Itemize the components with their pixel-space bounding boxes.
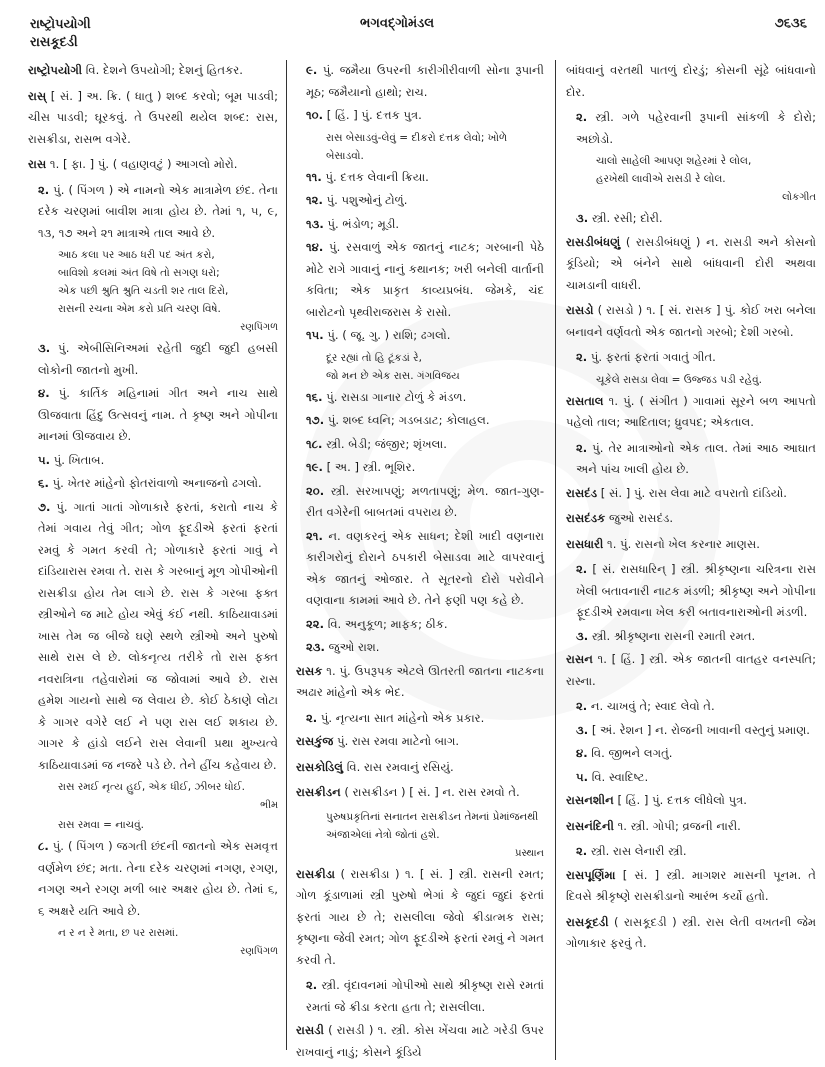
column-2 — [296, 60, 544, 1067]
sense — [566, 767, 816, 789]
definition: ( રાસક્રીડા ) ૧. [ સં. ] સ્ત્રી. રાસની રમત; ગોળ કૂંડાળામાં સ્ત્રી પુરુષો ભેગાં કે જુદાં જુદાં ફરતાં ફરતાં ગાય છે તે; રાસલીલા જેવો ક્રીડાત્મક રાસ; કૃષ્ણના જેવી રમત; ગોળ ફૂદડીએ ફરતાં રમવું ને ગમત કરવી તે. — [296, 866, 544, 967]
quotation — [28, 924, 278, 942]
sense — [28, 180, 278, 245]
quotation-line: ન ર ન રે મતા, છ પર રાસમાં. — [58, 927, 179, 939]
definition: પું. રસવાળું એક જાતનું નાટક; ગરબાની પેઠે મોટે રાગે ગાવાનું નાનું કથાનક; ખરી બનેલી વાર્તાની કવિતા; એક પ્રાકૃત કાવ્યપ્રબંધ. જેમકે, ચંદ બારોટનો પૃથ્વીરાજરાસ કે રાસો. — [306, 240, 544, 319]
sense — [296, 190, 544, 212]
sense — [566, 720, 816, 742]
definition: પું. જમૈયા ઉપરની કારીગીરીવાળી સોના રૂપાની મૂઠ; જમૈયાનો હાથો; રાચ. — [306, 63, 544, 99]
sense-number: ૪. — [38, 386, 50, 400]
dictionary-entry — [296, 757, 544, 779]
headword: રાસકૂદડી — [566, 914, 609, 929]
sense-number: ૧૨. — [306, 193, 323, 207]
sense — [296, 708, 544, 730]
definition: [ સં. ] સ્ત્રી. માગશર માસની પૂનમ. તે દિવસે શ્રીકૃષ્ણે રાસક્રીડાનો આરંભ કર્યો હતો. — [566, 867, 816, 903]
definition: ન. વણકરનું એક સાધન; દેશી ખાદી વણનારા કારીગરોનું દોરાને ઠપકારી બેસાડવા માટે વાપરવાનું એક જાતનું ઓજાર. તે સૂતરનો દોરો પરોવીને વણવાના કામમાં આવે છે. તેને ફણી પણ કહે છે. — [306, 528, 544, 607]
sense — [296, 481, 544, 524]
guide-word-first: રાષ્ટ્રોપયોગી — [30, 17, 91, 32]
page-header — [0, 16, 825, 60]
definition: સ્ત્રી. વૃંદાવનમાં ગોપીઓ સાથે શ્રીકૃષ્ણ રાસે રમતાં રમતાં જે ક્રીડા કરતા હતા તે; રાસલીલા. — [306, 978, 544, 1014]
dictionary-entry — [296, 1020, 544, 1063]
sense-number: ૨૦. — [306, 483, 325, 498]
column-divider — [555, 60, 556, 1060]
sense — [296, 457, 544, 479]
sense-number: ૩. — [576, 722, 589, 737]
sense — [566, 559, 816, 624]
sense-number: ૫. — [38, 452, 51, 467]
dictionary-entry — [566, 391, 816, 434]
definition: જુઓ રાસદંડ. — [605, 511, 674, 525]
quotation-line: દૂર રહ્યાં તો હિ ટૂંકડાં રે, — [326, 351, 422, 364]
sense-number: ૨. — [576, 844, 588, 858]
definition: જુઓ રાશ. — [324, 640, 380, 654]
quotation-source: પ્રસ્થાન — [514, 847, 544, 859]
sense-number: ૨. — [576, 110, 588, 124]
headword: રાસક — [296, 663, 323, 678]
book-title: ભગવદ્ગોમંડલ — [360, 16, 435, 31]
sense-number: ૩. — [38, 341, 51, 355]
definition: ૧. પું. રાસનો ખેલ કરનાર માણસ. — [603, 536, 760, 551]
quotation — [296, 808, 544, 844]
dictionary-columns — [28, 60, 818, 1060]
sense — [566, 107, 816, 150]
sense — [566, 743, 816, 765]
sense-number: ૧૭. — [306, 413, 325, 427]
dictionary-entry — [296, 782, 544, 804]
quotation-line: રાસની રચના એમ કરો પ્રતિ ચરણ વિષે. — [58, 303, 221, 315]
headword: રાષ્ટ્રોપયોગી — [28, 63, 83, 77]
definition: વિ. દેશને ઉપયોગી; દેશનું હિતકર. — [82, 63, 243, 77]
definition: ( રાસડીબંધણું ) ન. રાસડી અને કોસનો કૂંડિયો; એ બંનેને સાથે બાંધવાની દોરી અથવા ચામડાની વાધરી. — [566, 234, 816, 292]
dictionary-entry — [566, 508, 816, 530]
definition: [ હિં. ] પું. દત્તક પુત્ર. — [323, 108, 422, 122]
dictionary-entry — [296, 661, 544, 704]
sense-number: ૬. — [38, 476, 49, 490]
definition: ૧. પું. ( સંગીત ) ગાવામાં સૂરને બળ આપતો પહેલો તાલ; આદિતાલ; ધ્રુવપદ; એકતાલ. — [566, 393, 816, 429]
quotation-line: આઠ કલા પર આઠ ધરી પદ અંત કરો, — [58, 249, 215, 261]
sense-number: ૩. — [576, 211, 589, 225]
quotation — [296, 349, 544, 385]
dictionary-entry — [566, 865, 816, 908]
sense — [296, 105, 544, 127]
dictionary-entry — [566, 790, 816, 812]
headword: રાસદંડ — [566, 485, 598, 500]
definition: ( રાસડી ) ૧. સ્ત્રી. કોસ ખેંચવા માટે ગરેડી ઉપર રાખવાનું નાડું; કોસને કૂંડિયે — [296, 1023, 544, 1059]
sense-number: ૨. — [576, 562, 588, 576]
definition: પું. તેર માત્રાઓનો એક તાલ. તેમાં આઠ આઘાત અને પાંચ ખાલી હોય છે. — [576, 440, 816, 476]
headword: રાસડો — [566, 303, 594, 317]
column-1 — [28, 60, 278, 962]
sense-number: ૧૧. — [306, 169, 322, 184]
definition: પું. ખેતર માંહેનો ફોતરાંવાળો અનાજનો ઢગલો. — [48, 476, 262, 490]
headword: રાસધારી — [566, 536, 604, 551]
dictionary-entry — [566, 912, 816, 955]
quotation — [566, 371, 816, 389]
quotation-line: રાસ બેસાડવું-લેવું = દીકરો દત્તક લેવો; ખોળે બેસાડવો. — [326, 131, 508, 162]
definition: સ્ત્રી. સરખાપણું; મળતાપણું; મેળ. જાત-ગુણ-રીત વગેરેની બાબતમાં વપરાય છે. — [306, 483, 544, 519]
sense-number: ૧૯. — [306, 460, 323, 474]
sense-number: ૨૧. — [306, 528, 323, 543]
headword: રાસક્રીડન — [296, 785, 341, 799]
dictionary-entry — [566, 300, 816, 343]
headword: રાસડી — [296, 1023, 324, 1037]
definition: વિ. સ્વાદિષ્ટ. — [588, 769, 649, 784]
sense-number: ૧૪. — [306, 240, 324, 254]
sense-number: ૧૫. — [306, 328, 324, 342]
definition: ( રાસકૂદડી ) સ્ત્રી. રાસ લેતી વખતની જેમ ગોળાકાર ફરવું તે. — [566, 914, 816, 950]
headword: રાસનંદિની — [566, 818, 614, 833]
definition: સ્ત્રી. શ્રીકૃષ્ણના રાસની રમાતી રમત. — [588, 628, 756, 643]
dictionary-entry — [566, 816, 816, 838]
headword: રાસ્ — [28, 88, 47, 103]
definition: પું. પશુઓનું ટોળું. — [322, 193, 408, 207]
definition: પું. રાસડા ગાનાર ટોળું કે મંડળ. — [322, 389, 467, 404]
sense — [296, 975, 544, 1018]
quotation-line: હરખેથી લાવીએ રાસડી રે લોલ. — [596, 173, 726, 185]
dictionary-entry — [28, 60, 278, 82]
definition: ન. ચાખવું તે; સ્વાદ લેવો તે. — [587, 699, 715, 713]
sense-number: ૧૦. — [306, 108, 324, 122]
definition: ૧. [ ફા. ] પું. ( વહાણવટું ) આગલો મોરો. — [46, 157, 238, 171]
headword: રાસદંડક — [566, 511, 606, 525]
dictionary-entry — [296, 864, 544, 972]
column-3 — [566, 60, 816, 959]
sense — [296, 614, 544, 636]
sense — [28, 497, 278, 777]
definition: વિ. રાસ રમવાનું રસિયું. — [343, 759, 454, 774]
definition: પું. ગાતાં ગાતાં ગોળાકારે ફરતાં, કરાતો નાચ કે તેમાં ગવાય તેવું ગીત; ગોળ ફૂદડીએ ફરતાં ફરતાં રમવું કે ગમત કરવી તે; ગોળાકારે ફરતાં ગાવું ને દાંડિયારાસ રમવા તે. રાસ કે ગરબાનું મૂળ ગોપીઓની રાસક્રીડા હોય તેમ લાગે છે. રાસ કે ગરબા ફક્ત સ્ત્રીઓને જ માટે હોય એવું કંઈ નથી. કાઠિયાવાડમાં ખાસ તેમ જ બીજે ઘણે સ્થળે સ્ત્રીઓ અને પુરુષો સાથે રાસ લે છે. લોકનૃત્ય તરીકે તો રાસ ફક્ત નવરાત્રિના તહેવારોમાં જ જોવામાં આવે છે. રાસ હમેશ ગાયનો સાથે જ લેવાય છે. કોઈ ઠેકાણે લોટા કે ગાગર વગેરે લઈ ને પણ રાસ લઈ શકાય છે. ગાગર કે હાંડો લઈને રાસ લેવાની પ્રથા મુખ્યત્વે કાઠિયાવાડમાં જ નજરે પડે છે. તેને હીંચ કહેવાય છે. — [38, 499, 278, 772]
sense-number: ૨. — [306, 978, 318, 992]
sense-number: ૨. — [576, 350, 588, 364]
sense — [566, 626, 816, 648]
definition: ૧. [ હિં. ] સ્ત્રી. એક જાતની વાતહર વનસ્પતિ; રાસ્ના. — [566, 652, 816, 688]
definition: પું. શબ્દ ધ્વનિ; ગડબડાટ; કોલાહલ. — [324, 413, 490, 427]
quotation — [296, 129, 544, 165]
quotation-source: રણપિંગળ — [240, 946, 278, 957]
dictionary-entry — [566, 483, 816, 505]
sense — [566, 208, 816, 230]
quotation-line: રાસ રમવા = નાચવું. — [58, 819, 144, 831]
definition: [ સં. ] પું. રાસ લેવા માટે વપરાતો દાંડિયો. — [597, 485, 787, 500]
sense — [28, 383, 278, 448]
sense — [296, 325, 544, 347]
quotation — [28, 246, 278, 318]
sense-number: ૨૩. — [306, 640, 325, 654]
sense-number: ૫. — [576, 769, 589, 784]
sense — [296, 637, 544, 659]
sense-number: ૨. — [38, 182, 50, 197]
definition: [ અ. ] સ્ત્રી. ભૂશિર. — [322, 460, 416, 474]
sense — [566, 438, 816, 481]
definition: વિ. જીભને લગતું. — [587, 746, 673, 760]
sense — [296, 167, 544, 189]
headword: રાસપૂર્ણિમા — [566, 867, 616, 882]
definition: વિ. અનુકૂળ; માફક; ઠીક. — [324, 616, 448, 631]
sense-number: ૮. — [38, 839, 49, 853]
headword: રાસકુંજ — [296, 734, 334, 748]
quotation-line: બાવિશો કલમાં અંત વિષે તો સગણ ધરો; — [58, 267, 220, 279]
continued-text: બાંધવાનું વરતથી પાતળું દોરડું; કોસની સૂંઢે બાંધવાનો દોર. — [566, 63, 816, 99]
quotation-line: ચૂકેલે રાસડા લેવા = ઉજ્જડ પડી રહેવું. — [596, 373, 762, 386]
sense — [296, 214, 544, 236]
column-divider — [286, 60, 287, 1050]
sense — [28, 473, 278, 495]
definition: સ્ત્રી. ગળે પહેરવાની રૂપાની સાંકળી કે દોરો; અછોડો. — [576, 110, 816, 146]
quotation-line: એક પછી શ્રુતિ શ્રુતિ ચડતી શર તાલ દિરો, — [58, 285, 229, 297]
definition: [ હિં. ] પું. દત્તક લીધેલો પુત્ર. — [613, 793, 747, 807]
definition: ૧. સ્ત્રી. ગોપી; વ્રજની નારી. — [613, 818, 741, 833]
page-number: ૭૬૩૬ — [774, 16, 807, 31]
sense — [566, 696, 816, 718]
definition: પું. નૃત્યના સાત માંહેનો એક પ્રકાર. — [317, 710, 485, 725]
headword: રાસન — [566, 652, 593, 666]
definition: ( રાસક્રીડન ) [ સં. ] ન. રાસ રમવો તે. — [340, 785, 520, 799]
sense-number: ૭. — [38, 499, 51, 514]
quotation-line: પુરુષપ્રકૃતિનાં સનાતન રાસક્રીડન તેમનાં પ્રેમાંજનથી અંજાએલાં નેત્રો જોતાં હશે. — [326, 810, 539, 841]
definition: સ્ત્રી. બેડી; જંજીર; શૃંખલા. — [322, 436, 447, 451]
sense-number: ૧૬. — [306, 389, 323, 404]
sense-number: ૧૩. — [306, 216, 324, 231]
definition: પું. કાર્તિક મહિનામાં ગીત અને નાચ સાથે ઊજવાતા હિંદુ ઉત્સવનું નામ. તે કૃષ્ણ અને ગોપીના માનમાં ઊજવાય છે. — [38, 386, 278, 443]
dictionary-entry — [28, 86, 278, 151]
dictionary-entry — [566, 649, 816, 692]
quotation-source: ભીમ — [260, 800, 278, 811]
definition: ૧. પું. ઉપરૂપક એટલે ઊતરતી જાતના નાટકના અઢાર માંહેનો એક ભેદ. — [296, 663, 544, 699]
definition: [ સં. ] અ. ક્રિ. ( ધાતુ ) શબ્દ કરવો; બૂમ પાડવી; ચીસ પાડવી; ઘૂરકવું. તે ઉપરથી થયેલ શબ્દ: રાસ, રાસક્રીડા, રાસભ વગેરે. — [28, 88, 278, 146]
sense — [28, 338, 278, 381]
sense-number: ૨. — [576, 440, 588, 455]
sense — [296, 434, 544, 456]
sense-number: ૨. — [576, 699, 588, 713]
definition: ( રાસડો ) ૧. [ સં. રાસક ] પું. કોઈ ખરા બનેલા બનાવને વર્ણવતો એક જાતનો ગરબો; દેશી ગરબો. — [566, 303, 816, 339]
definition: પું. એબીસિનિઅમાં રહેતી જુદી જુદી હબસી લોકોની જાતનો મુખી. — [38, 341, 278, 377]
sense — [296, 387, 544, 409]
sense — [296, 60, 544, 103]
headword: રાસનશીન — [566, 793, 614, 807]
sense-number: ૨. — [306, 710, 318, 725]
definition: [ સં. રાસધારિન્ ] સ્ત્રી. શ્રીકૃષ્ણના ચરિત્રના રાસ ખેલી બતાવનારી નાટક મંડળી; શ્રીકૃષ્ણ અને ગોપીના ફૂદડીએ રમવાના ખેલ કરી બતાવનારાઓની મંડળી. — [576, 562, 816, 619]
sense — [566, 347, 816, 369]
headword: રાસડીબંધણું — [566, 234, 621, 249]
definition: પું. ખિતાબ. — [50, 452, 105, 467]
definition: પું. ( પિંગળ ) જગતી છંદની જાતનો એક સમવૃત્ત વર્ણમેળ છંદ; મતા. તેના દરેક ચરણમાં નગણ, રગણ, નગણ અને રગણ મળી બાર અક્ષર હોય છે. તેમાં ૬, ૬ અક્ષરે યતિ આવે છે. — [38, 839, 278, 918]
sense-number: ૪. — [576, 746, 588, 760]
sense-number: ૧૮. — [306, 436, 323, 451]
quotation — [28, 778, 278, 796]
sense — [28, 450, 278, 472]
definition: સ્ત્રી. રસી; દોરી. — [588, 211, 663, 225]
headword: રાસક્રીડા — [296, 866, 335, 881]
sense — [296, 526, 544, 612]
dictionary-entry — [566, 534, 816, 556]
sense-number: ૯. — [306, 63, 318, 77]
sense-number: ૩. — [576, 628, 589, 643]
headword: રાસ — [28, 157, 47, 171]
sense — [28, 836, 278, 922]
quotation-line: ચાલો સાહેલી આપણ શહેરમાં રે લોલ, — [596, 155, 752, 167]
dictionary-entry — [296, 731, 544, 753]
quotation-line: જો મન છે એક રાસ. ગંગવિજય — [326, 369, 460, 382]
sense — [296, 410, 544, 432]
definition: પું. ( પિંગળ ) એ નામનો એક માત્રામેળ છંદ. તેના દરેક ચરણમાં બાવીશ માત્રા હોય છે. તેમાં ૧, ૫, ૯, ૧૩, ૧૭ અને ૨૧ માત્રાએ તાલ આવે છે. — [38, 182, 278, 240]
sense — [296, 237, 544, 323]
definition: પું. ભંડોળ; મૂડી. — [323, 216, 400, 231]
quotation — [28, 816, 278, 834]
quotation-source: લોકગીત — [782, 192, 816, 203]
headword: રાસકોડિલું — [296, 759, 344, 774]
guide-word-last: રાસકૂદડી — [30, 35, 78, 50]
definition: પું. ( જૂ. ગુ. ) રાશિ; ઢગલો. — [323, 328, 451, 342]
quotation — [566, 152, 816, 188]
definition: પું. ફરતાં ફરતાં ગવાતું ગીત. — [587, 350, 716, 364]
definition: પું. દત્તક લેવાની ક્રિયા. — [321, 169, 429, 184]
headword: રાસતાલ — [566, 393, 604, 408]
sense-number: ૨૨. — [306, 616, 325, 631]
definition: સ્ત્રી. રાસ લેનારી સ્ત્રી. — [587, 844, 687, 858]
dictionary-entry — [566, 232, 816, 297]
sense — [566, 841, 816, 863]
dictionary-entry — [28, 154, 278, 176]
quotation-source: રણપિંગળ — [240, 322, 278, 333]
definition: પું. રાસ રમવા માટેનો બાગ. — [333, 734, 460, 748]
guide-words — [30, 16, 91, 52]
quotation-line: રાસ રમઈ નૃત્ય હુઈ, એક ધીઈ, ઝીબર ધોઈ. — [58, 781, 246, 793]
definition: [ અં. રેશન ] ન. રોજની ખાવાની વસ્તુનું પ્રમાણ. — [588, 722, 810, 737]
